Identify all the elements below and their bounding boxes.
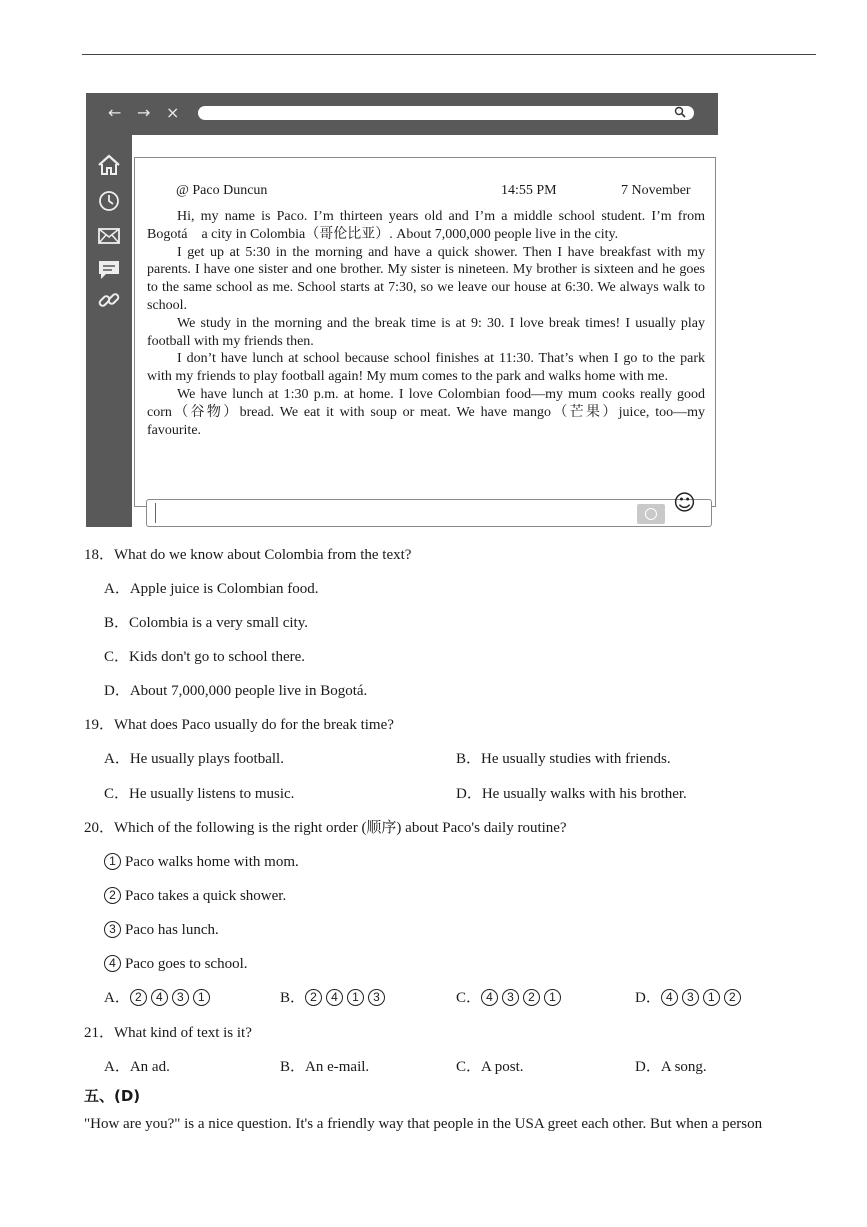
post-time: 14:55 PM <box>501 183 557 198</box>
option-19-b[interactable]: B．He usually studies with friends. <box>456 751 671 767</box>
option-19-a[interactable]: A．He usually plays football. <box>104 751 284 767</box>
option-21-a[interactable]: A．An ad. <box>104 1059 170 1075</box>
home-icon[interactable] <box>96 152 122 178</box>
option-20-b[interactable]: B． 2 4 1 3 <box>280 989 389 1007</box>
option-18-d[interactable]: D．About 7,000,000 people live in Bogotá. <box>104 683 368 699</box>
post-date: 7 November <box>621 183 691 198</box>
page-top-rule <box>82 54 816 55</box>
question-19: 19．What does Paco usually do for the break time? <box>84 717 394 733</box>
section-heading: 五、(D) <box>84 1087 141 1105</box>
question-20: 20．Which of the following is the right order (顺序) about Paco's daily routine? <box>84 820 567 836</box>
link-icon[interactable] <box>96 287 122 313</box>
passage-intro: "How are you?" is a nice question. It's a friendly way that people in the USA greet each other. But when a person <box>84 1116 763 1132</box>
routine-item: 3 Paco has lunch. <box>104 921 219 939</box>
routine-item: 4 Paco goes to school. <box>104 955 247 973</box>
browser-mockup <box>86 93 718 527</box>
post-paragraph: I get up at 5:30 in the morning and have a quick shower. Then I have breakfast with my parents. I have one sister and one brother. My sister is nineteen. My brother is sixteen and he goes to the same school as me. School starts at 7:30, so we leave our house at 6:30. We always walk to school. <box>147 244 705 313</box>
option-18-c[interactable]: C．Kids don't go to school there. <box>104 649 306 665</box>
option-21-c[interactable]: C．A post. <box>456 1059 524 1075</box>
circled-number: 1 <box>104 853 121 870</box>
post-author[interactable]: @ Paco Duncun <box>176 183 268 198</box>
post-header <box>147 182 705 208</box>
post-panel <box>134 157 716 507</box>
post-content <box>147 182 705 439</box>
post-paragraph: I don’t have lunch at school because school finishes at 11:30. That’s when I go to the park with my friends to play football again! My mum comes to the park and walks home with me. <box>147 351 705 385</box>
history-clock-icon[interactable] <box>96 188 122 214</box>
option-20-a[interactable]: A． 2 4 3 1 <box>104 989 214 1007</box>
post-paragraph: We have lunch at 1:30 p.m. at home. I love Colombian food—my mum cooks really good corn（谷物）bread. We eat it with soup or meat. We have mango（芒果）juice, too—my favourite. <box>147 386 705 438</box>
option-19-c[interactable]: C．He usually listens to music. <box>104 786 295 802</box>
routine-item: 1 Paco walks home with mom. <box>104 853 299 871</box>
routine-item: 2 Paco takes a quick shower. <box>104 887 286 905</box>
option-20-c[interactable]: C． 4 3 2 1 <box>456 989 565 1007</box>
camera-icon[interactable] <box>637 504 665 524</box>
comment-icon[interactable] <box>96 257 122 283</box>
forward-arrow-icon[interactable]: → <box>137 103 151 122</box>
post-paragraph: We study in the morning and the break time is at 9: 30. I love break times! I usually play football with my friends then. <box>147 315 705 349</box>
text-cursor <box>155 503 156 523</box>
circled-number: 2 <box>104 887 121 904</box>
emoji-icon[interactable]: ☺ <box>673 491 696 516</box>
browser-toolbar <box>86 93 718 135</box>
question-21: 21．What kind of text is it? <box>84 1025 252 1041</box>
option-21-b[interactable]: B．An e-mail. <box>280 1059 370 1075</box>
option-18-a[interactable]: A．Apple juice is Colombian food. <box>104 581 319 597</box>
search-icon[interactable] <box>674 106 686 121</box>
back-arrow-icon[interactable]: ← <box>108 103 122 122</box>
question-18: 18．What do we know about Colombia from the text? <box>84 547 412 563</box>
option-19-d[interactable]: D．He usually walks with his brother. <box>456 786 687 802</box>
comment-input[interactable] <box>146 491 712 527</box>
mail-icon[interactable] <box>96 223 122 249</box>
close-icon[interactable]: × <box>166 103 180 122</box>
option-18-b[interactable]: B．Colombia is a very small city. <box>104 615 309 631</box>
post-paragraph: Hi, my name is Paco. I’m thirteen years old and I’m a middle school student. I’m from Bogotá a city in Colombia（哥伦比亚）. About 7,000,000 people live in the city. <box>147 209 705 242</box>
browser-sidebar <box>86 135 132 527</box>
circled-number: 4 <box>104 955 121 972</box>
option-21-d[interactable]: D．A song. <box>635 1059 707 1075</box>
option-20-d[interactable]: D． 4 3 1 2 <box>635 989 745 1007</box>
address-bar[interactable] <box>198 106 694 120</box>
circled-number: 3 <box>104 921 121 938</box>
